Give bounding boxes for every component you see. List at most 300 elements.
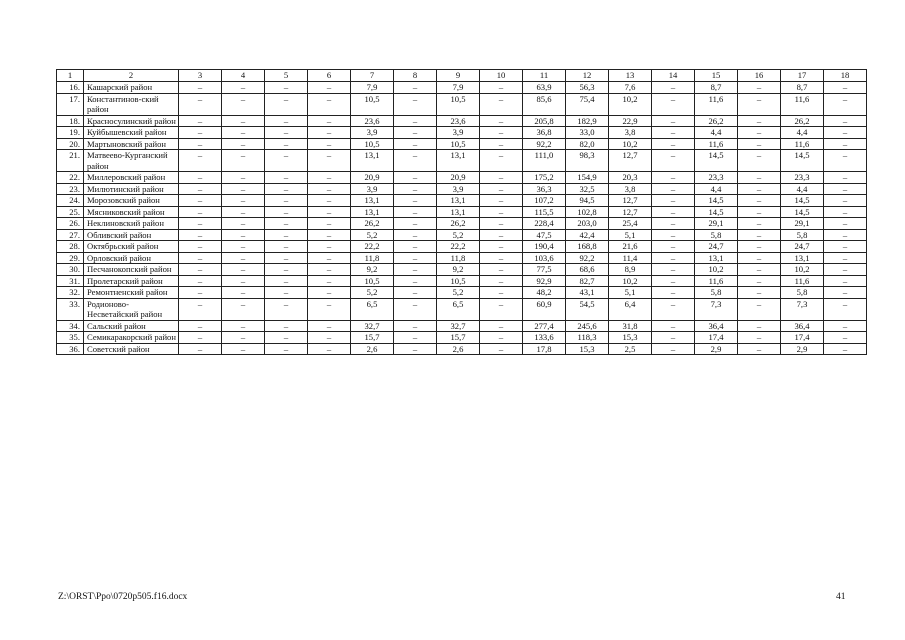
value-cell: 36,4 [781,320,824,332]
row-number-cell: 23. [57,183,84,195]
value-cell: – [738,343,781,355]
value-cell: – [308,150,351,172]
value-cell: – [738,287,781,299]
value-cell: 25,4 [609,218,652,230]
row-number-cell: 26. [57,218,84,230]
value-cell: – [824,332,867,344]
row-number-cell: 18. [57,115,84,127]
district-name-cell: Миллеровский район [84,172,179,184]
table-row [57,206,867,218]
row-number-cell: 20. [57,138,84,150]
row-number-cell: 17. [57,93,84,115]
value-cell: 26,2 [695,115,738,127]
value-cell: – [394,298,437,320]
value-cell: – [652,343,695,355]
value-cell: 85,6 [523,93,566,115]
value-cell: 11,4 [609,252,652,264]
row-number-cell: 16. [57,82,84,94]
value-cell: – [738,298,781,320]
value-cell: 12,7 [609,206,652,218]
value-cell: – [480,206,523,218]
value-cell: 203,0 [566,218,609,230]
column-header: 10 [480,70,523,82]
value-cell: – [480,320,523,332]
value-cell: – [480,82,523,94]
value-cell: – [222,195,265,207]
district-name-cell: Советский район [84,343,179,355]
value-cell: 14,5 [781,150,824,172]
value-cell: – [824,275,867,287]
value-cell: – [265,115,308,127]
value-cell: – [652,172,695,184]
value-cell: 13,1 [351,150,394,172]
value-cell: – [308,218,351,230]
value-cell: – [265,150,308,172]
table-row [57,138,867,150]
district-name-cell: Пролетарский район [84,275,179,287]
row-number-cell: 27. [57,229,84,241]
value-cell: – [480,275,523,287]
value-cell: – [480,252,523,264]
value-cell: 111,0 [523,150,566,172]
value-cell: 82,0 [566,138,609,150]
value-cell: 102,8 [566,206,609,218]
value-cell: – [394,241,437,253]
value-cell: 6,5 [351,298,394,320]
value-cell: – [179,183,222,195]
value-cell: – [265,82,308,94]
value-cell: – [480,218,523,230]
row-number-cell: 36. [57,343,84,355]
district-name-cell: Мартыновский район [84,138,179,150]
value-cell: 10,5 [351,275,394,287]
value-cell: 2,6 [351,343,394,355]
table-row [57,183,867,195]
value-cell: 3,9 [437,127,480,139]
value-cell: – [265,93,308,115]
value-cell: – [824,298,867,320]
value-cell: – [308,332,351,344]
value-cell: 24,7 [695,241,738,253]
value-cell: – [738,82,781,94]
value-cell: 7,6 [609,82,652,94]
value-cell: 23,3 [781,172,824,184]
value-cell: 13,1 [695,252,738,264]
value-cell: 11,6 [781,275,824,287]
value-cell: – [480,195,523,207]
value-cell: – [824,172,867,184]
value-cell: – [308,138,351,150]
value-cell: 11,6 [695,275,738,287]
value-cell: – [824,320,867,332]
value-cell: – [824,206,867,218]
table-row [57,252,867,264]
table-row [57,82,867,94]
district-name-cell: Октябрьский район [84,241,179,253]
value-cell: – [308,264,351,276]
table-body [57,82,867,355]
value-cell: 182,9 [566,115,609,127]
data-table-container [56,69,851,355]
value-cell: 10,5 [351,93,394,115]
value-cell: – [308,229,351,241]
value-cell: 22,2 [437,241,480,253]
district-name-cell: Морозовский район [84,195,179,207]
value-cell: – [179,150,222,172]
value-cell: 26,2 [437,218,480,230]
value-cell: – [480,127,523,139]
value-cell: – [824,229,867,241]
value-cell: – [824,138,867,150]
value-cell: 15,3 [609,332,652,344]
value-cell: – [308,82,351,94]
value-cell: 77,5 [523,264,566,276]
value-cell: – [738,183,781,195]
value-cell: – [265,320,308,332]
value-cell: 11,6 [781,93,824,115]
value-cell: – [824,195,867,207]
value-cell: – [738,264,781,276]
value-cell: – [179,138,222,150]
value-cell: 5,2 [437,229,480,241]
value-cell: 15,7 [351,332,394,344]
value-cell: 7,9 [351,82,394,94]
value-cell: 175,2 [523,172,566,184]
value-cell: – [738,229,781,241]
value-cell: – [265,229,308,241]
value-cell: 13,1 [781,252,824,264]
value-cell: – [394,82,437,94]
value-cell: – [824,343,867,355]
value-cell: – [222,287,265,299]
value-cell: – [394,172,437,184]
value-cell: – [738,252,781,264]
value-cell: – [738,332,781,344]
value-cell: – [480,93,523,115]
value-cell: – [265,241,308,253]
district-name-cell: Сальский район [84,320,179,332]
value-cell: – [824,252,867,264]
district-name-cell: Милютинский район [84,183,179,195]
value-cell: – [308,298,351,320]
value-cell: – [394,93,437,115]
value-cell: 8,7 [781,82,824,94]
value-cell: 154,9 [566,172,609,184]
value-cell: 11,6 [695,138,738,150]
value-cell: – [394,229,437,241]
district-name-cell: Кашарский район [84,82,179,94]
value-cell: 10,5 [437,138,480,150]
district-name-cell: Обливский район [84,229,179,241]
value-cell: 4,4 [695,127,738,139]
value-cell: 15,7 [437,332,480,344]
value-cell: 5,2 [437,287,480,299]
table-row [57,195,867,207]
value-cell: – [394,287,437,299]
value-cell: – [480,343,523,355]
value-cell: – [308,287,351,299]
value-cell: – [222,206,265,218]
value-cell: – [738,93,781,115]
district-name-cell: Куйбышевский район [84,127,179,139]
value-cell: 205,8 [523,115,566,127]
column-header: 13 [609,70,652,82]
value-cell: 47,5 [523,229,566,241]
table-row [57,241,867,253]
value-cell: 277,4 [523,320,566,332]
row-number-cell: 30. [57,264,84,276]
value-cell: 4,4 [781,127,824,139]
value-cell: 7,9 [437,82,480,94]
value-cell: 133,6 [523,332,566,344]
value-cell: – [179,82,222,94]
table-row [57,229,867,241]
data-table [56,69,867,355]
value-cell: – [222,115,265,127]
column-header: 7 [351,70,394,82]
value-cell: – [824,264,867,276]
table-row [57,115,867,127]
value-cell: – [394,332,437,344]
value-cell: 14,5 [695,195,738,207]
value-cell: 54,5 [566,298,609,320]
value-cell: – [652,93,695,115]
value-cell: – [394,320,437,332]
value-cell: 21,6 [609,241,652,253]
value-cell: – [222,150,265,172]
value-cell: – [394,252,437,264]
value-cell: – [222,183,265,195]
value-cell: 12,7 [609,195,652,207]
value-cell: – [179,218,222,230]
value-cell: 36,8 [523,127,566,139]
value-cell: 11,6 [781,138,824,150]
value-cell: – [179,195,222,207]
value-cell: – [265,127,308,139]
value-cell: 10,2 [695,264,738,276]
value-cell: – [652,138,695,150]
column-header: 4 [222,70,265,82]
value-cell: – [308,252,351,264]
value-cell: – [308,172,351,184]
value-cell: 2,9 [781,343,824,355]
value-cell: – [222,172,265,184]
value-cell: – [480,172,523,184]
value-cell: – [222,298,265,320]
table-header-row [57,70,867,82]
district-name-cell: Орловский район [84,252,179,264]
value-cell: – [222,264,265,276]
value-cell: 20,3 [609,172,652,184]
row-number-cell: 25. [57,206,84,218]
value-cell: – [824,150,867,172]
value-cell: 3,8 [609,183,652,195]
row-number-cell: 21. [57,150,84,172]
value-cell: – [265,264,308,276]
value-cell: – [480,183,523,195]
value-cell: 5,2 [351,229,394,241]
value-cell: 9,2 [437,264,480,276]
column-header: 2 [84,70,179,82]
value-cell: 60,9 [523,298,566,320]
value-cell: – [179,241,222,253]
value-cell: 92,2 [523,138,566,150]
value-cell: – [179,332,222,344]
value-cell: – [394,115,437,127]
value-cell: – [394,127,437,139]
column-header: 17 [781,70,824,82]
value-cell: 10,5 [437,93,480,115]
table-row [57,298,867,320]
value-cell: – [652,115,695,127]
value-cell: 26,2 [781,115,824,127]
value-cell: – [222,138,265,150]
value-cell: 94,5 [566,195,609,207]
value-cell: 8,7 [695,82,738,94]
value-cell: 20,9 [351,172,394,184]
value-cell: – [222,229,265,241]
value-cell: – [652,287,695,299]
value-cell: 13,1 [437,206,480,218]
value-cell: – [480,115,523,127]
value-cell: – [738,127,781,139]
value-cell: – [652,183,695,195]
value-cell: – [824,127,867,139]
table-row [57,275,867,287]
value-cell: – [480,287,523,299]
value-cell: – [179,127,222,139]
value-cell: 36,3 [523,183,566,195]
value-cell: 6,5 [437,298,480,320]
value-cell: 23,6 [351,115,394,127]
value-cell: – [179,320,222,332]
value-cell: 15,3 [566,343,609,355]
value-cell: – [738,275,781,287]
value-cell: – [222,332,265,344]
value-cell: 118,3 [566,332,609,344]
value-cell: 103,6 [523,252,566,264]
value-cell: 5,8 [781,229,824,241]
value-cell: 168,8 [566,241,609,253]
row-number-cell: 24. [57,195,84,207]
value-cell: – [265,252,308,264]
value-cell: 3,8 [609,127,652,139]
value-cell: 43,1 [566,287,609,299]
value-cell: 33,0 [566,127,609,139]
value-cell: 115,5 [523,206,566,218]
value-cell: – [265,298,308,320]
value-cell: 56,3 [566,82,609,94]
value-cell: 5,8 [781,287,824,299]
value-cell: – [222,252,265,264]
value-cell: 6,4 [609,298,652,320]
value-cell: 32,7 [437,320,480,332]
value-cell: 17,8 [523,343,566,355]
value-cell: – [652,252,695,264]
row-number-cell: 33. [57,298,84,320]
value-cell: – [265,183,308,195]
value-cell: – [222,241,265,253]
value-cell: 5,2 [351,287,394,299]
value-cell: – [652,127,695,139]
value-cell: – [824,241,867,253]
value-cell: – [652,150,695,172]
value-cell: – [824,218,867,230]
column-header: 8 [394,70,437,82]
value-cell: – [265,343,308,355]
value-cell: – [652,275,695,287]
value-cell: – [824,93,867,115]
value-cell: 2,6 [437,343,480,355]
value-cell: 92,2 [566,252,609,264]
value-cell: 5,8 [695,229,738,241]
value-cell: – [222,93,265,115]
table-row [57,332,867,344]
value-cell: – [308,343,351,355]
value-cell: 10,2 [609,138,652,150]
value-cell: – [652,82,695,94]
value-cell: – [179,343,222,355]
column-header: 6 [308,70,351,82]
value-cell: 3,9 [437,183,480,195]
row-number-cell: 31. [57,275,84,287]
value-cell: – [480,138,523,150]
district-name-cell: Матвеево-Курганский район [84,150,179,172]
value-cell: – [222,218,265,230]
table-row [57,93,867,115]
value-cell: – [265,206,308,218]
value-cell: 5,8 [695,287,738,299]
value-cell: 13,1 [351,195,394,207]
value-cell: – [738,241,781,253]
value-cell: 13,1 [437,195,480,207]
value-cell: 3,9 [351,127,394,139]
value-cell: – [179,252,222,264]
value-cell: 32,5 [566,183,609,195]
value-cell: – [394,206,437,218]
value-cell: – [222,127,265,139]
value-cell: 22,2 [351,241,394,253]
value-cell: 4,4 [695,183,738,195]
value-cell: 31,8 [609,320,652,332]
district-name-cell: Неклиновский район [84,218,179,230]
column-header: 16 [738,70,781,82]
value-cell: 23,3 [695,172,738,184]
value-cell: 24,7 [781,241,824,253]
table-row [57,264,867,276]
value-cell: – [265,275,308,287]
value-cell: 5,1 [609,287,652,299]
value-cell: – [179,298,222,320]
table-row [57,343,867,355]
value-cell: – [308,195,351,207]
value-cell: – [480,150,523,172]
value-cell: – [394,343,437,355]
value-cell: 14,5 [695,150,738,172]
value-cell: 10,2 [609,275,652,287]
value-cell: – [738,172,781,184]
value-cell: – [738,206,781,218]
value-cell: – [394,275,437,287]
row-number-cell: 22. [57,172,84,184]
value-cell: – [394,218,437,230]
value-cell: – [652,206,695,218]
value-cell: 7,3 [781,298,824,320]
value-cell: – [308,93,351,115]
value-cell: 26,2 [351,218,394,230]
value-cell: – [394,183,437,195]
value-cell: – [222,320,265,332]
